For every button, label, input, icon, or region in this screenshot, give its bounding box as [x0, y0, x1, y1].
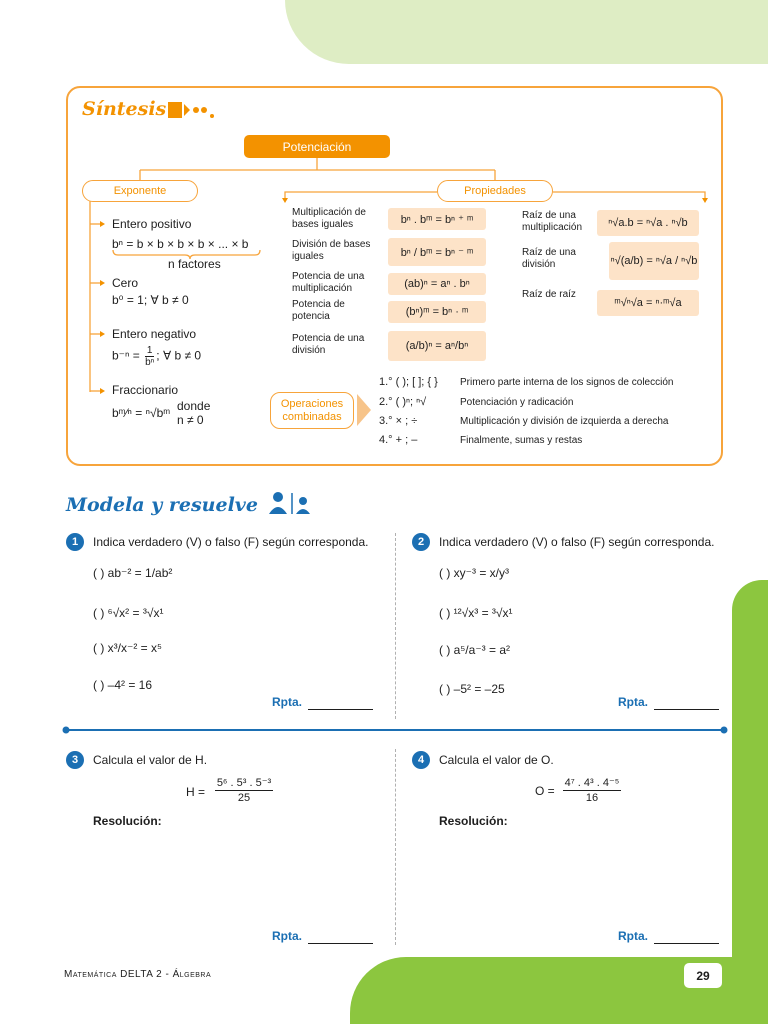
prop-formula-1: bⁿ . bᵐ = bⁿ ⁺ ᵐ: [388, 208, 486, 230]
op-step-2-sym: 2.° ( )ⁿ; ⁿ√: [379, 396, 427, 408]
prop-name-3: Potencia de una multiplicación: [292, 271, 365, 294]
entero-positivo-label: Entero positivo: [112, 217, 192, 231]
n-factores-label: n factores: [168, 257, 221, 271]
node-operaciones: Operaciones combinadas: [270, 392, 354, 429]
q4-rpta-label: Rpta.: [618, 929, 648, 943]
prop-formula-2: bⁿ / bᵐ = bⁿ ⁻ ᵐ: [388, 238, 486, 266]
prop-name-2: División de bases iguales: [292, 239, 371, 262]
q1-item-4[interactable]: ( ) –4² = 16: [93, 678, 153, 692]
node-propiedades: Propiedades: [437, 180, 553, 202]
q2-rpta-label: Rpta.: [618, 695, 648, 709]
cero-label: Cero: [112, 276, 139, 290]
q1-rpta-label: Rpta.: [272, 695, 302, 709]
cero-def: b⁰ = 1; ∀ b ≠ 0: [112, 293, 189, 307]
question-3-number: 3: [66, 751, 84, 769]
q2-item-2[interactable]: ( ) ¹²√x³ = ³√x¹: [439, 606, 513, 620]
people-icon: [268, 490, 318, 516]
op-step-1-sym: 1.° ( ); [ ]; { }: [379, 376, 438, 388]
op-step-4-sym: 4.° + ; –: [379, 434, 418, 446]
q3-rpta-label: Rpta.: [272, 929, 302, 943]
entero-negativo-label: Entero negativo: [112, 327, 197, 341]
q4-answer-line[interactable]: [654, 943, 719, 944]
root-formula-2: ⁿ√(a/b) = ⁿ√a / ⁿ√b: [609, 242, 699, 280]
op-step-2-desc: Potenciación y radicación: [460, 397, 574, 408]
prop-name-4: Potencia de potencia: [292, 299, 345, 322]
q2-answer-line[interactable]: [654, 709, 719, 710]
q2-item-4[interactable]: ( ) –5² = –25: [439, 682, 505, 696]
section-separator: [60, 724, 730, 736]
q4-lhs: O =: [535, 784, 555, 798]
q3-numerator: 5⁶ . 5³ . 5⁻³: [216, 777, 272, 789]
op-step-1-desc: Primero parte interna de los signos de colección: [460, 377, 674, 388]
question-4-prompt: Calcula el valor de O.: [439, 753, 554, 767]
page-number: 29: [684, 963, 722, 988]
root-name-3: Raíz de raíz: [522, 289, 576, 300]
q2-item-3[interactable]: ( ) a⁵/a⁻³ = a²: [439, 643, 510, 657]
prop-name-1: Multiplicación de bases iguales: [292, 207, 366, 230]
q3-denominator: 25: [237, 792, 251, 804]
question-2-number: 2: [412, 533, 430, 551]
root-name-1: Raíz de una multiplicación: [522, 210, 583, 233]
column-divider-top: [395, 533, 396, 719]
question-1-number: 1: [66, 533, 84, 551]
root-formula-3: ᵐ√ⁿ√a = ⁿ·ᵐ√a: [597, 290, 699, 316]
root-name-2: Raíz de una división: [522, 247, 576, 270]
entero-positivo-def: bⁿ = b × b × b × b × ... × b: [112, 237, 249, 251]
q3-fraction: [210, 776, 278, 805]
q1-item-2[interactable]: ( ) ⁶√x² = ³√x¹: [93, 606, 164, 620]
q4-fraction: [559, 776, 625, 805]
q2-item-1[interactable]: ( ) xy⁻³ = x/y³: [439, 566, 509, 580]
fraccionario-def: bᵐ⁄ⁿ = ⁿ√bᵐ: [112, 406, 171, 420]
prop-formula-3: (ab)ⁿ = aⁿ . bⁿ: [388, 273, 486, 295]
op-step-3-sym: 3.° × ; ÷: [379, 415, 418, 427]
donde-label: donde: [177, 399, 211, 413]
column-divider-bottom: [395, 749, 396, 945]
modela-title: Modela y resuelve: [66, 494, 258, 516]
prop-name-5: Potencia de una división: [292, 333, 365, 356]
question-4-number: 4: [412, 751, 430, 769]
footer-book-title: Matemática DELTA 2 - Álgebra: [64, 969, 212, 980]
op-step-3-desc: Multiplicación y división de izquierda a derecha: [460, 416, 669, 427]
q3-lhs: H =: [186, 785, 206, 799]
q1-answer-line[interactable]: [308, 709, 373, 710]
entero-negativo-def: b⁻ⁿ = $\frac{1}{\text{bⁿ}}$ ; ∀ b ≠ 0: [112, 345, 202, 368]
root-node-potenciacion: Potenciación: [244, 135, 390, 158]
op-step-4-desc: Finalmente, sumas y restas: [460, 435, 583, 446]
operaciones-arrow: [357, 394, 371, 426]
q1-item-3[interactable]: ( ) x³/x⁻² = x⁵: [93, 641, 162, 655]
q4-resolucion: Resolución:: [439, 814, 508, 828]
n-condition: n ≠ 0: [177, 413, 204, 427]
q4-numerator: 4⁷ . 4³ . 4⁻⁵: [564, 777, 620, 789]
prop-formula-5: (a/b)ⁿ = aⁿ/bⁿ: [388, 331, 486, 361]
sintesis-title: Síntesis: [82, 98, 167, 120]
fraccionario-label: Fraccionario: [112, 383, 179, 397]
question-2-prompt: Indica verdadero (V) o falso (F) según corresponda.: [439, 535, 715, 549]
question-3-prompt: Calcula el valor de H.: [93, 753, 208, 767]
q1-item-1[interactable]: ( ) ab⁻² = 1/ab²: [93, 566, 173, 580]
question-1-prompt: Indica verdadero (V) o falso (F) según corresponda.: [93, 535, 369, 549]
q4-denominator: 16: [585, 792, 599, 804]
node-exponente: Exponente: [82, 180, 198, 202]
root-formula-1: ⁿ√a.b = ⁿ√a . ⁿ√b: [597, 210, 699, 236]
q3-resolucion: Resolución:: [93, 814, 162, 828]
q3-answer-line[interactable]: [308, 943, 373, 944]
prop-formula-4: (bⁿ)ᵐ = bⁿ · ᵐ: [388, 301, 486, 323]
